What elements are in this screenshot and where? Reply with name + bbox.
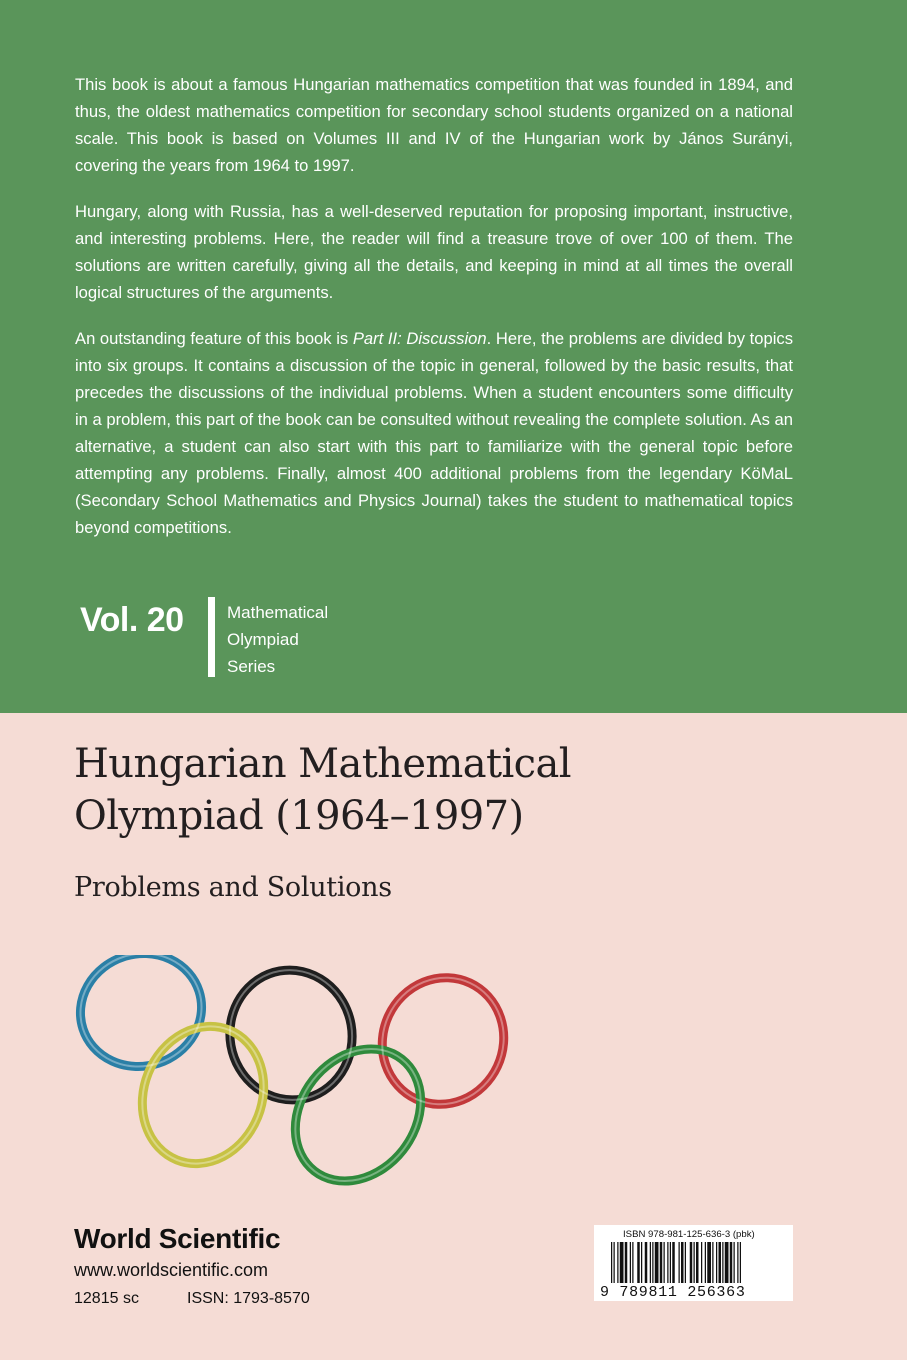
barcode-bar <box>716 1242 717 1283</box>
barcode-bar <box>707 1242 711 1283</box>
barcode-bar <box>737 1242 738 1283</box>
barcode-bar <box>679 1242 680 1283</box>
barcode-bar <box>719 1242 722 1283</box>
barcode-bar <box>611 1242 612 1283</box>
series-name <box>227 599 328 680</box>
barcode-bar <box>641 1242 642 1283</box>
book-title <box>74 738 774 842</box>
isbn-barcode <box>594 1225 793 1301</box>
series-name-line: Series <box>227 657 276 676</box>
barcode-bar <box>652 1242 653 1283</box>
barcode-bar <box>722 1242 723 1283</box>
description-paragraph-2: Hungary, along with Russia, has a well-deserved reputation for proposing important, instructive, and interesting problems. Here, the reader will find a treasure trove of over 100 of them. The solutions are written carefully, giving all the details, and keeping in mind at all times the overall logical structures of the arguments. <box>75 202 793 302</box>
description-paragraph-3: An outstanding feature of this book is Part II: Discussion. Here, the problems are divided by topics into six groups. It contains a discussion of the topic in general, followed by the basic results, that precedes the discussions of the individual problems. When a student encounters some difficulty in a problem, this part of the book can be consulted without revealing the complete solution. As an alternative, a student can also start with this part to familiarize with the general topic before attempting any problems. Finally, almost 400 additional problems from the legendary KöMaL (Secondary School Mathematics and Physics Journal) takes the student to mathematical topics beyond competitions. <box>75 329 793 537</box>
barcode-bar <box>645 1242 648 1283</box>
volume-number: Vol. 20 <box>80 601 184 639</box>
yellow-ring <box>122 1008 284 1182</box>
barcode-bar <box>625 1242 628 1283</box>
series-name-line: Olympiad <box>227 630 299 649</box>
barcode-digits: 9 789811 256363 <box>600 1284 746 1301</box>
barcode-bar <box>617 1242 618 1283</box>
isbn-label: ISBN 978-981-125-636-3 (pbk) <box>623 1229 755 1240</box>
barcode-bar <box>701 1242 702 1283</box>
barcode-bar <box>620 1242 624 1283</box>
barcode-bar <box>705 1242 706 1283</box>
red-ring <box>362 958 525 1125</box>
barcode-bar <box>664 1242 665 1283</box>
barcode-bar <box>670 1242 671 1283</box>
barcode-bar <box>681 1242 684 1283</box>
book-description <box>75 71 793 560</box>
blue-ring <box>66 955 217 1082</box>
book-subtitle: Problems and Solutions <box>74 872 392 903</box>
publisher-block <box>74 1221 310 1312</box>
book-title-line: Hungarian Mathematical <box>74 741 571 787</box>
barcode-bar <box>650 1242 651 1283</box>
barcode-bar <box>696 1242 699 1283</box>
barcode-bar <box>730 1242 733 1283</box>
barcode-bar <box>712 1242 713 1283</box>
barcode-bar <box>672 1242 675 1283</box>
barcode-bar <box>734 1242 735 1283</box>
publisher-name: World Scientific <box>74 1223 281 1254</box>
barcode-bar <box>740 1242 741 1283</box>
barcode-bar <box>655 1242 659 1283</box>
publisher-codes <box>74 1286 310 1312</box>
issn-number: ISSN: 1793-8570 <box>187 1290 310 1307</box>
barcode-bar <box>690 1242 693 1283</box>
barcode-bar <box>632 1242 633 1283</box>
barcode-bar <box>637 1242 640 1283</box>
barcode-bar <box>725 1242 729 1283</box>
barcode-bar <box>685 1242 686 1283</box>
part-ii-emphasis: Part II: Discussion <box>352 329 487 348</box>
barcode-bar <box>614 1242 615 1283</box>
barcode-bar <box>630 1242 631 1283</box>
book-title-line: Olympiad (1964–1997) <box>74 793 524 839</box>
barcode-bar <box>694 1242 695 1283</box>
olympic-rings-illustration <box>60 955 530 1195</box>
series-name-line: Mathematical <box>227 603 329 622</box>
publisher-website: www.worldscientific.com <box>74 1260 269 1280</box>
description-paragraph-1: This book is about a famous Hungarian mathematics competition that was founded in 1894, and thus, the oldest mathematics competition for secondary school students organized on a national scale. This book is based on Volumes III and IV of the Hungarian work by János Surányi, covering the years from 1964 to 1997. <box>75 75 793 175</box>
barcode-bar <box>667 1242 668 1283</box>
barcode-bar <box>660 1242 663 1283</box>
series-divider <box>208 597 215 677</box>
catalog-code: 12815 sc <box>74 1290 139 1307</box>
